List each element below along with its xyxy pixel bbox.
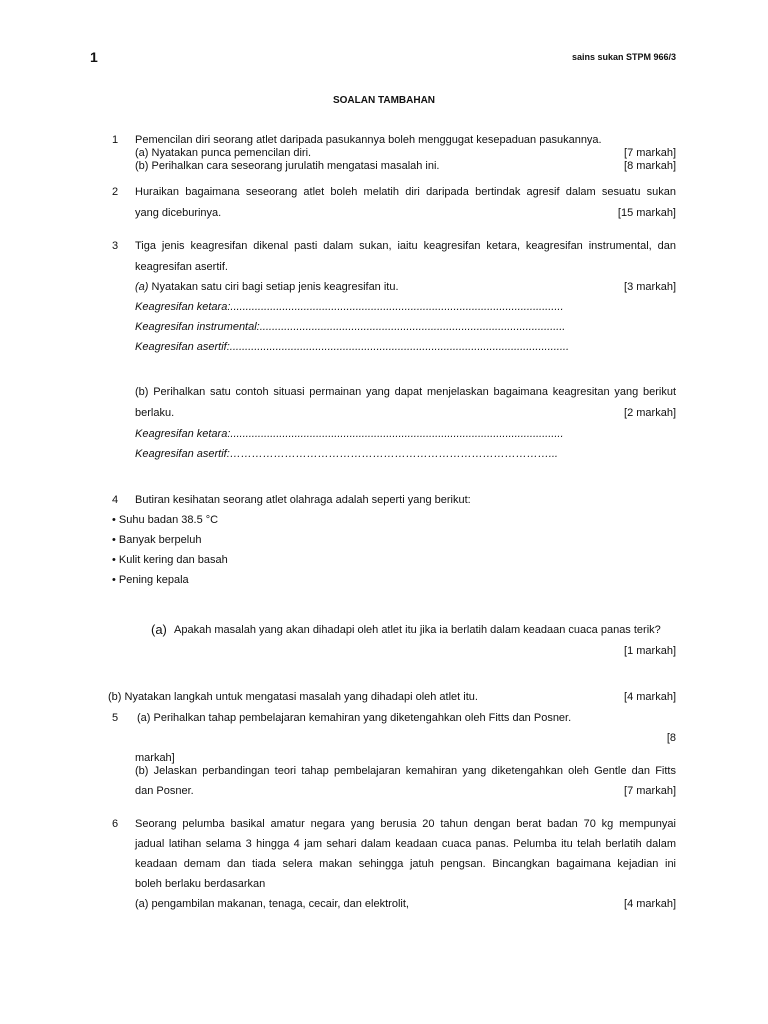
question-line: Tiga jenis keagresifan dikenal pasti dalam sukan, iaitu keagresifan ketara, keagresifan instrumental, dan <box>135 240 676 252</box>
question-number: 5 <box>112 712 119 724</box>
marks-label: [2 markah] <box>624 407 676 419</box>
marks-label: [7 markah] <box>624 785 676 797</box>
question-part-a: Apakah masalah yang akan dihadapi oleh atlet itu jika ia berlatih dalam keadaan cuaca panas terik? <box>174 624 661 636</box>
part-label: (a) <box>151 622 167 637</box>
question-part-a: (a) Perihalkan tahap pembelajaran kemahiran yang diketengahkan oleh Fitts dan Posner. <box>137 712 572 724</box>
question-part-a <box>135 281 399 294</box>
list-item: • Kulit kering dan basah <box>112 554 228 566</box>
answer-line-asertif: Keagresifan asertif:............................................................................................................... <box>135 341 570 353</box>
question-line: keadaan demam dan tiada selera makan sehingga jatuh pengsan. Bincangkan bagaimana kejadian ini <box>135 858 676 870</box>
question-part-b: (b) Nyatakan langkah untuk mengatasi masalah yang dihadapi oleh atlet itu. <box>108 691 478 703</box>
answer-line-ketara: Keagresifan ketara:............................................................................................................. <box>135 428 564 440</box>
list-item: • Banyak berpeluh <box>112 534 202 546</box>
question-line: jadual latihan selama 3 hingga 4 jam sehari dalam keadaan cuaca panas. Pelumba itu telah berlatih dalam <box>135 838 676 850</box>
marks-label: [4 markah] <box>624 898 676 910</box>
question-part-a: (a) Nyatakan punca pemencilan diri. <box>135 147 312 159</box>
question-stem: Pemencilan diri seorang atlet daripada pasukannya boleh menggugat kesepaduan pasukannya. <box>135 134 602 146</box>
question-number: 3 <box>112 240 119 252</box>
part-label: (a) <box>135 281 149 293</box>
marks-label: [4 markah] <box>624 691 676 703</box>
question-number: 4 <box>112 494 119 506</box>
marks-label: [8 <box>666 732 676 744</box>
list-item: • Suhu badan 38.5 °C <box>112 514 219 526</box>
question-line: dan Posner. <box>135 785 194 797</box>
question-line: keagresifan asertif. <box>135 261 228 273</box>
question-number: 6 <box>112 818 119 830</box>
question-part-a: (a) pengambilan makanan, tenaga, cecair, dan elektrolit, <box>135 898 409 910</box>
marks-label: [8 markah] <box>624 160 676 172</box>
question-part-b: (b) Perihalkan satu contoh situasi permainan yang dapat menjelaskan bagaimana keagresitan yang berikut <box>135 386 676 398</box>
page-number: 1 <box>90 49 98 65</box>
part-text: Nyatakan satu ciri bagi setiap jenis keagresifan itu. <box>148 281 399 293</box>
answer-line-ketara: Keagresifan ketara:............................................................................................................. <box>135 301 564 313</box>
question-line: Huraikan bagaimana seseorang atlet boleh melatih diri daripada bertindak agresif dalam sesuatu sukan <box>135 186 676 198</box>
question-line: berlaku. <box>135 407 175 419</box>
marks-label: markah] <box>135 752 175 764</box>
question-line: yang diceburinya. <box>135 207 222 219</box>
marks-label: [1 markah] <box>624 645 676 657</box>
question-part-b: (b) Jelaskan perbandingan teori tahap pembelajaran kemahiran yang diketengahkan oleh Gentle dan Fitts <box>135 765 676 777</box>
list-item: • Pening kepala <box>112 574 189 586</box>
question-stem: Butiran kesihatan seorang atlet olahraga adalah seperti yang berikut: <box>135 494 471 506</box>
question-line: Seorang pelumba basikal amatur negara yang berusia 20 tahun dengan berat badan 70 kg mempunyai <box>135 818 676 830</box>
question-line: boleh berlaku berdasarkan <box>135 878 266 890</box>
answer-line-asertif: Keagresifan asertif:……………………………………………………………………………... <box>135 448 558 460</box>
marks-label: [15 markah] <box>617 207 676 219</box>
marks-label: [3 markah] <box>624 281 676 293</box>
answer-line-instrumental: Keagresifan instrumental:.................................................................................................... <box>135 321 566 333</box>
page-title: SOALAN TAMBAHAN <box>332 95 436 106</box>
course-code: sains sukan STPM 966/3 <box>571 52 676 62</box>
question-part-b: (b) Perihalkan cara seseorang jurulatih mengatasi masalah ini. <box>135 160 440 172</box>
question-number: 2 <box>112 186 119 198</box>
marks-label: [7 markah] <box>624 147 676 159</box>
question-number: 1 <box>112 134 119 146</box>
